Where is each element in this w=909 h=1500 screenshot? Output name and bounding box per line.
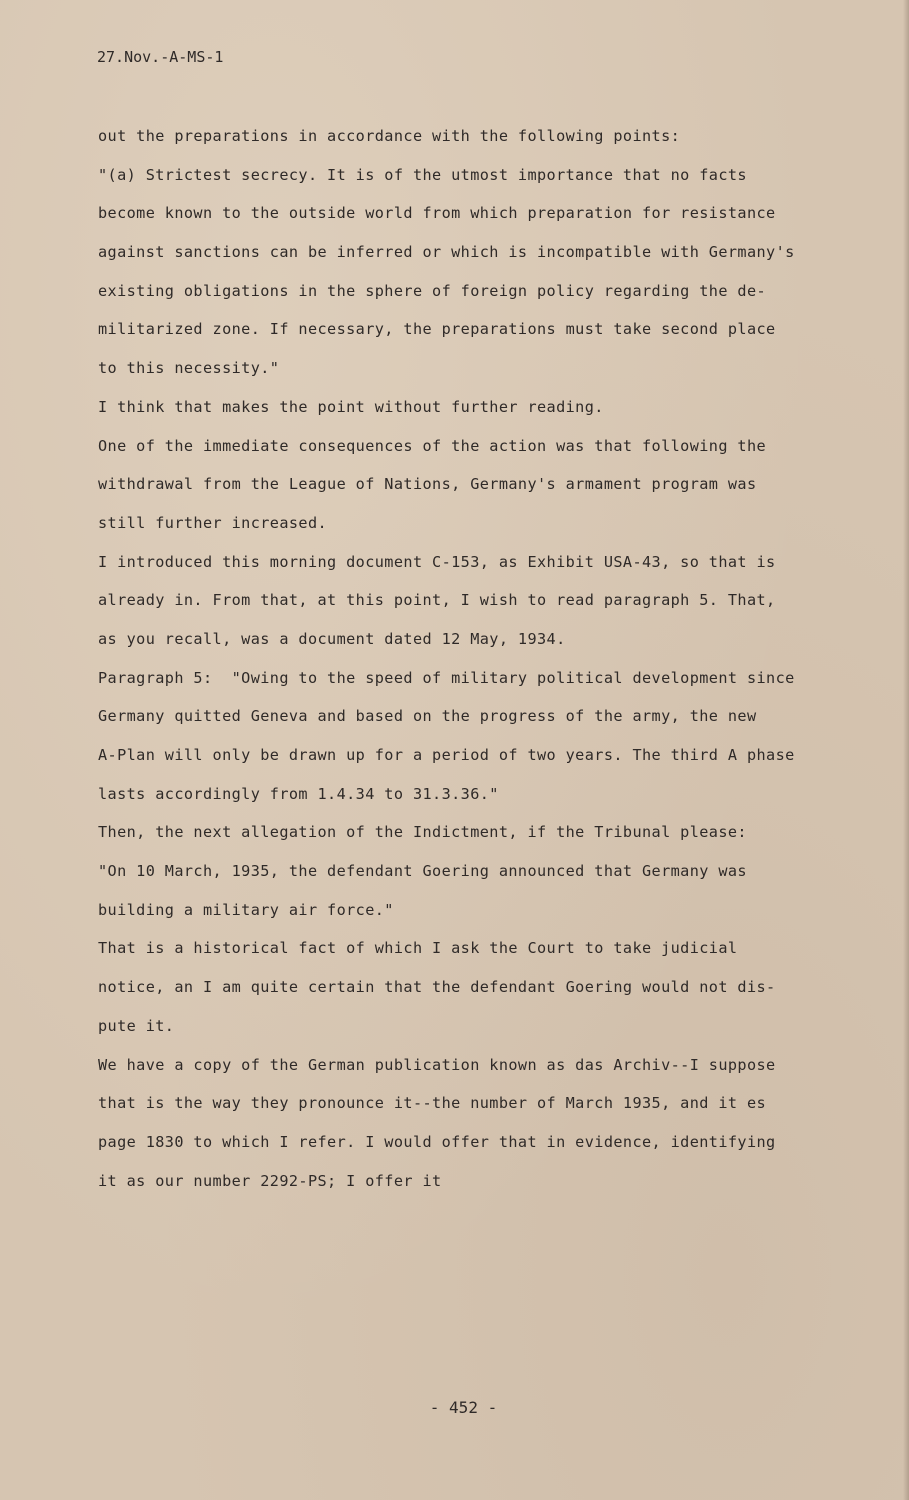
text-line: against sanctions can be inferred or which is incompatible with Germany's [98,243,795,262]
text-line: as you recall, was a document dated 12 May, 1934. [98,629,566,648]
text-line: Germany quitted Geneva and based on the progress of the army, the new [98,707,757,726]
text-line: notice, an I am quite certain that the defendant Goering would not dis- [98,978,776,997]
page-edge-shadow [903,0,909,1500]
text-line: page 1830 to which I refer. I would offer that in evidence, identifying [98,1132,776,1151]
text-line: "On 10 March, 1935, the defendant Goering announced that Germany was [98,862,747,881]
page-number: - 452 - [429,1398,498,1417]
text-line: withdrawal from the League of Nations, Germany's armament program was [98,475,757,494]
text-line: already in. From that, at this point, I wish to read paragraph 5. That, [98,591,776,610]
text-line: to this necessity." [98,359,280,378]
text-line: A-Plan will only be drawn up for a period of two years. The third A phase [98,746,795,764]
text-line: That is a historical fact of which I ask the Court to take judicial [98,939,738,958]
text-line: I think that makes the point without further reading. [98,397,604,416]
text-line: it as our number 2292-PS; I offer it [98,1171,442,1190]
document-id: 27.Nov.-A-MS-1 [97,48,224,66]
transcript-body [98,123,888,1206]
text-line: One of the immediate consequences of the action was that following the [98,436,767,455]
text-line: that is the way they pronounce it--the number of March 1935, and it es [98,1094,767,1113]
text-line: lasts accordingly from 1.4.34 to 31.3.36." [98,784,499,803]
text-line: "(a) Strictest secrecy. It is of the utmost importance that no facts [98,165,747,184]
text-line: Then, the next allegation of the Indictment, if the Tribunal please: [98,823,747,842]
text-line: I introduced this morning document C-153, as Exhibit USA-43, so that is [98,552,776,571]
text-line: building a military air force." [98,900,394,919]
text-line: still further increased. [98,513,328,532]
text-line: pute it. [98,1016,175,1035]
text-line: out the preparations in accordance with the following points: [98,127,681,145]
text-line: existing obligations in the sphere of foreign policy regarding the de- [98,281,767,300]
text-line: militarized zone. If necessary, the preparations must take second place [98,320,776,339]
text-line: become known to the outside world from which preparation for resistance [98,204,776,223]
text-line: Paragraph 5: "Owing to the speed of military political development since [98,668,795,687]
text-line: We have a copy of the German publication known as das Archiv--I suppose [98,1055,776,1074]
